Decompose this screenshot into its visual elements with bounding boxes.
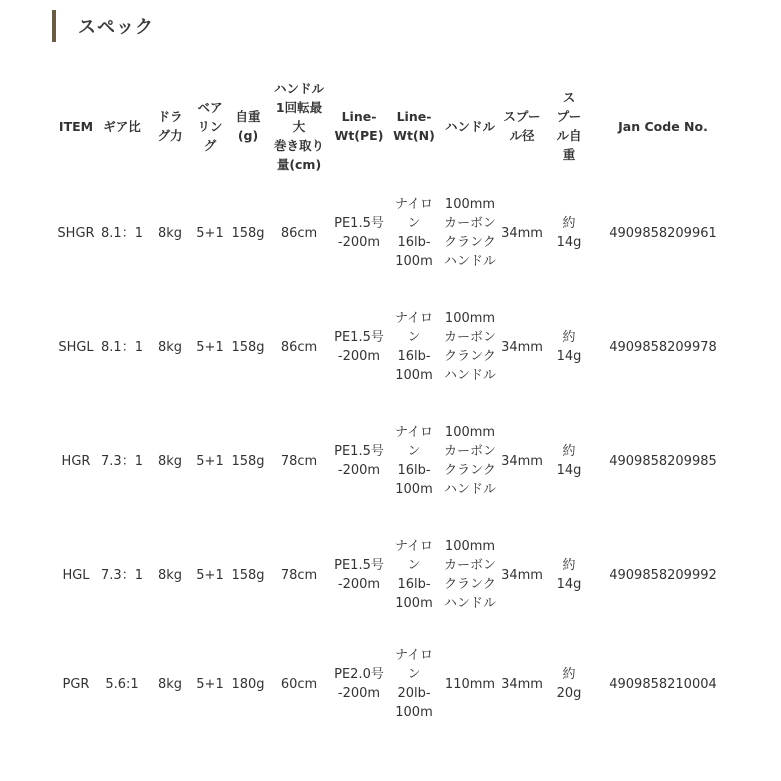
header-weight: 自重 (g): [235, 109, 261, 143]
cell-handle: 100mm カーボン クランク ハンドル: [443, 425, 496, 497]
cell-jan-code: 4909858209961: [609, 225, 717, 241]
cell-spool-diameter: 34mm: [501, 676, 543, 692]
header-jan-code: Jan Code No.: [618, 118, 708, 134]
cell-line-n: ナイロン 20lb- 100m: [394, 648, 434, 720]
cell-line-pe: PE1.5号 -200m: [334, 558, 384, 592]
cell-item: HGL: [62, 567, 90, 583]
cell-line-n: ナイロン 16lb- 100m: [394, 197, 434, 269]
cell-jan-code: 4909858210004: [609, 676, 717, 692]
header-gear-ratio: ギア比: [103, 118, 141, 134]
cell-jan-code: 4909858209985: [609, 453, 717, 469]
cell-line-n: ナイロン 16lb- 100m: [394, 311, 434, 383]
cell-gear-ratio: 7.3：1: [101, 567, 143, 583]
table-row: [56, 290, 732, 404]
cell-gear-ratio: 5.6:1: [105, 676, 139, 692]
cell-bearing: 5+1: [196, 676, 224, 692]
spec-header-row: [56, 76, 732, 176]
header-retrieve: ハンドル 1回転最 大 巻き取り 量(cm): [273, 80, 324, 172]
cell-line-pe: PE1.5号 -200m: [334, 216, 384, 250]
cell-item: SHGL: [58, 339, 94, 355]
cell-retrieve: 86cm: [280, 339, 318, 355]
cell-spool-diameter: 34mm: [501, 225, 543, 241]
cell-line-pe: PE1.5号 -200m: [334, 330, 384, 364]
cell-line-pe: PE2.0号 -200m: [334, 667, 384, 701]
cell-retrieve: 78cm: [280, 567, 318, 583]
header-item: ITEM: [58, 118, 94, 134]
cell-retrieve: 86cm: [280, 225, 318, 241]
cell-weight: 158g: [231, 339, 265, 355]
cell-bearing: 5+1: [196, 453, 224, 469]
table-row: [56, 632, 732, 736]
cell-handle: 110mm: [444, 676, 496, 692]
cell-spool-weight: 約 14g: [556, 558, 582, 592]
cell-spool-weight: 約 14g: [556, 444, 582, 478]
cell-weight: 158g: [231, 225, 265, 241]
cell-line-n: ナイロン 16lb- 100m: [394, 539, 434, 611]
cell-spool-diameter: 34mm: [501, 567, 543, 583]
cell-bearing: 5+1: [196, 339, 224, 355]
cell-gear-ratio: 7.3：1: [101, 453, 143, 469]
cell-weight: 158g: [231, 453, 265, 469]
section-header: [52, 10, 154, 42]
table-row: [56, 404, 732, 518]
cell-spool-weight: 約 14g: [556, 216, 582, 250]
cell-item: SHGR: [57, 225, 95, 241]
table-row: [56, 518, 732, 632]
cell-spool-diameter: 34mm: [501, 339, 543, 355]
cell-drag-force: 8kg: [157, 676, 183, 692]
cell-gear-ratio: 8.1：1: [101, 339, 143, 355]
cell-spool-weight: 約 20g: [556, 667, 582, 701]
cell-drag-force: 8kg: [157, 567, 183, 583]
cell-bearing: 5+1: [196, 567, 224, 583]
header-handle: ハンドル: [444, 118, 495, 134]
cell-retrieve: 60cm: [280, 676, 318, 692]
table-row: [56, 176, 732, 290]
header-bearing: ベア リン グ: [197, 99, 223, 153]
cell-line-n: ナイロン 16lb- 100m: [394, 425, 434, 497]
cell-handle: 100mm カーボン クランク ハンドル: [443, 197, 496, 269]
cell-spool-diameter: 34mm: [501, 453, 543, 469]
header-spool-diameter: スプー ル径: [503, 109, 541, 143]
cell-handle: 100mm カーボン クランク ハンドル: [443, 311, 496, 383]
cell-weight: 180g: [231, 676, 265, 692]
cell-jan-code: 4909858209978: [609, 339, 717, 355]
section-accent-bar: [52, 10, 56, 42]
cell-spool-weight: 約 14g: [556, 330, 582, 364]
cell-jan-code: 4909858209992: [609, 567, 717, 583]
cell-item: PGR: [62, 676, 90, 692]
cell-handle: 100mm カーボン クランク ハンドル: [443, 539, 496, 611]
spec-table: [56, 76, 732, 736]
cell-weight: 158g: [231, 567, 265, 583]
header-line-n: Line- Wt(N): [393, 109, 435, 143]
cell-line-pe: PE1.5号 -200m: [334, 444, 384, 478]
cell-gear-ratio: 8.1：1: [101, 225, 143, 241]
cell-retrieve: 78cm: [280, 453, 318, 469]
cell-item: HGR: [61, 453, 91, 469]
cell-drag-force: 8kg: [157, 453, 183, 469]
header-line-pe: Line- Wt(PE): [334, 109, 384, 143]
cell-drag-force: 8kg: [157, 339, 183, 355]
cell-bearing: 5+1: [196, 225, 224, 241]
header-spool-weight: ス プー ル自 重: [556, 90, 582, 162]
cell-drag-force: 8kg: [157, 225, 183, 241]
header-drag-force: ドラ グ力: [157, 109, 183, 143]
section-title: スペック: [78, 17, 154, 38]
